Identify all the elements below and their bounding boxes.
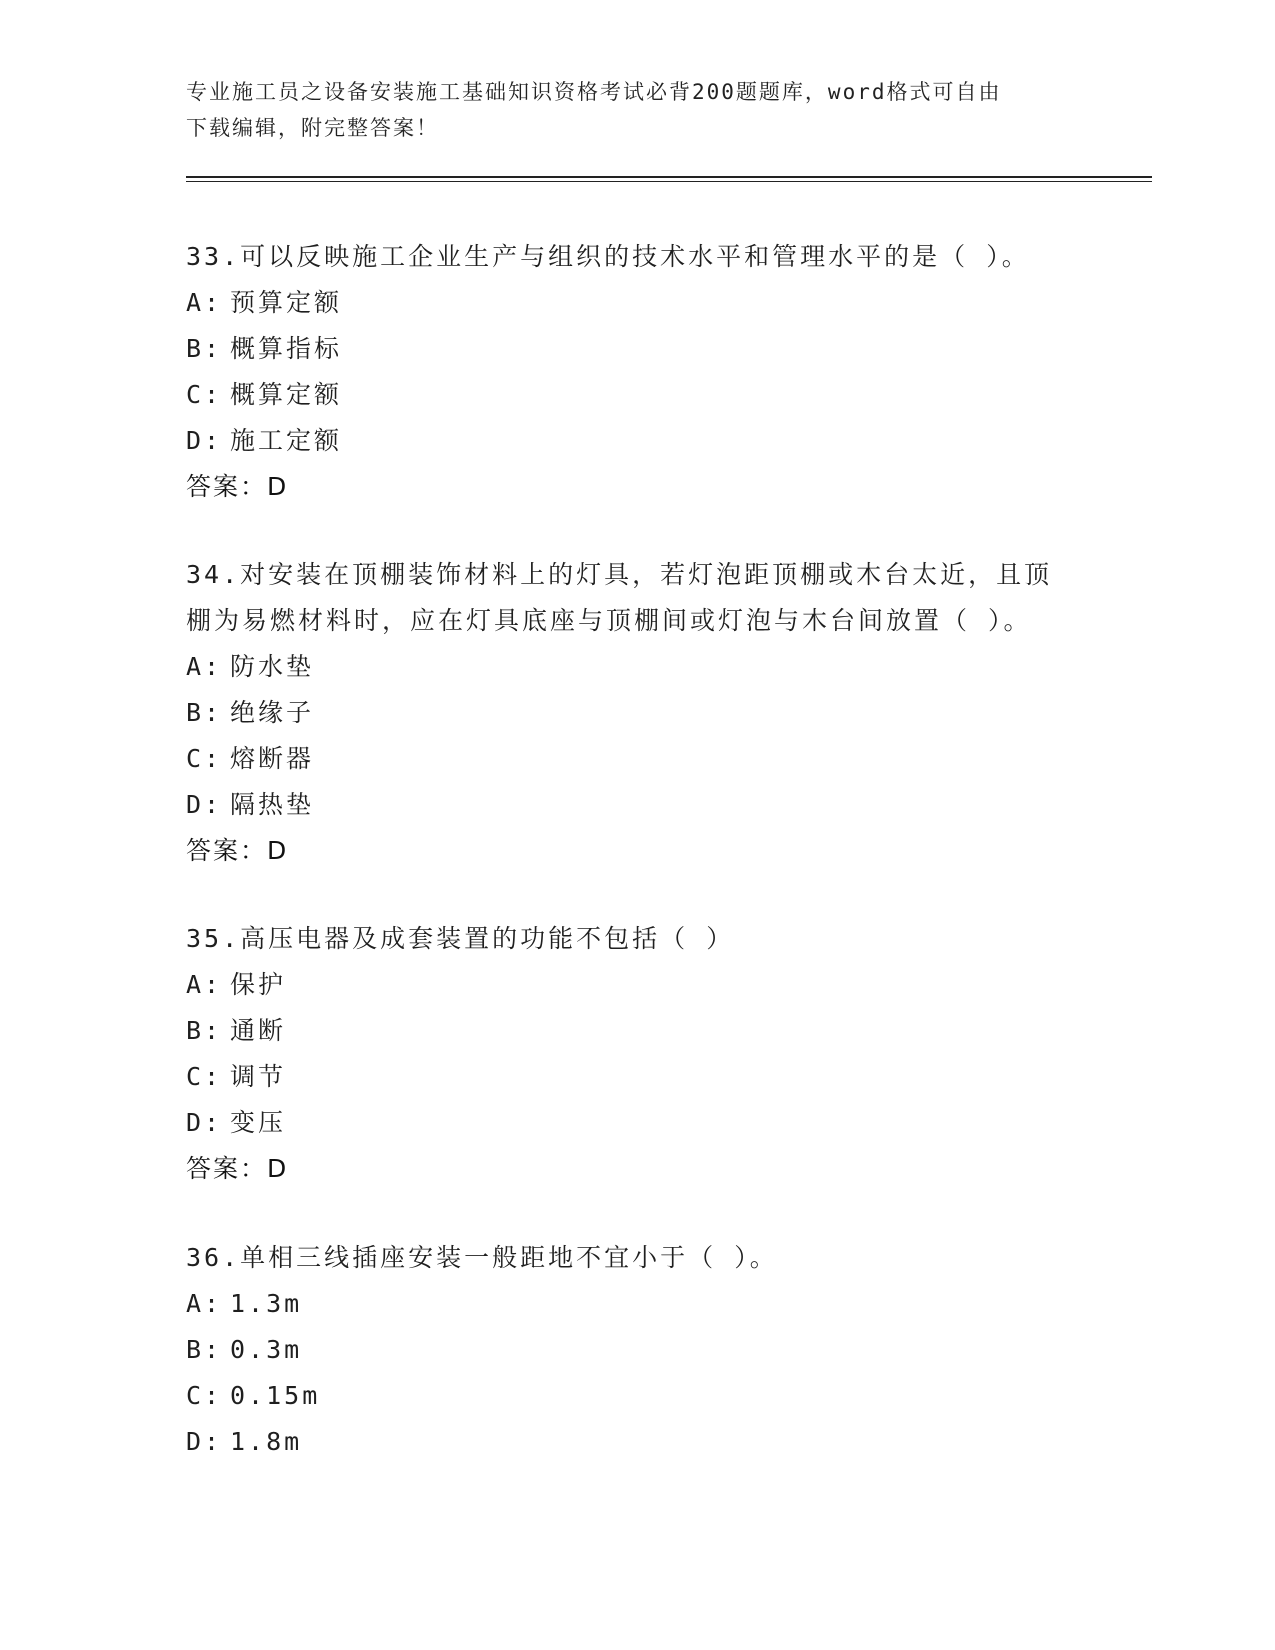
header-rule-thin (186, 181, 1152, 182)
option-text: 绝缘子 (230, 698, 315, 727)
option-key: D: (186, 426, 223, 455)
option-d (186, 418, 1086, 464)
question-34 (186, 552, 1086, 874)
option-text: 调节 (230, 1062, 287, 1091)
option-key: D: (186, 1108, 223, 1137)
header-line-1: 专业施工员之设备安装施工基础知识资格考试必背200题题库，word格式可自由 (186, 80, 1002, 104)
option-key: A: (186, 1289, 223, 1318)
option-text: 概算指标 (230, 334, 343, 363)
question-stem-line-2: 棚为易燃材料时，应在灯具底座与顶棚间或灯泡与木台间放置（ ）。 (186, 606, 1032, 635)
option-text: 通断 (230, 1016, 287, 1045)
option-key: A: (186, 970, 223, 999)
option-b (186, 1008, 1086, 1054)
option-c (186, 736, 1086, 782)
option-key: D: (186, 1427, 223, 1456)
option-text: 概算定额 (230, 380, 343, 409)
option-text: 施工定额 (230, 426, 343, 455)
option-key: C: (186, 1381, 223, 1410)
option-key: B: (186, 698, 223, 727)
option-text: 变压 (230, 1108, 287, 1137)
option-d (186, 1419, 1086, 1465)
option-a (186, 962, 1086, 1008)
option-a (186, 280, 1086, 326)
option-key: C: (186, 744, 223, 773)
question-36 (186, 1235, 1086, 1465)
option-key: B: (186, 334, 223, 363)
option-text: 防水垫 (230, 652, 315, 681)
option-key: C: (186, 380, 223, 409)
option-key: A: (186, 288, 223, 317)
option-text: 0.15m (230, 1381, 321, 1410)
question-33 (186, 234, 1086, 510)
option-key: A: (186, 652, 223, 681)
option-d (186, 782, 1086, 828)
option-text: 熔断器 (230, 744, 315, 773)
document-header (186, 74, 1066, 146)
option-a (186, 644, 1086, 690)
question-stem: 35.高压电器及成套装置的功能不包括（ ） (186, 924, 735, 953)
header-line-2: 下载编辑，附完整答案！ (186, 116, 439, 140)
option-c (186, 372, 1086, 418)
option-text: 0.3m (230, 1335, 303, 1364)
header-rule-thick (186, 176, 1152, 178)
option-text: 隔热垫 (230, 790, 315, 819)
option-key: C: (186, 1062, 223, 1091)
option-key: B: (186, 1335, 223, 1364)
question-35 (186, 916, 1086, 1192)
option-key: D: (186, 790, 223, 819)
question-stem-line-1: 34.对安装在顶棚装饰材料上的灯具，若灯泡距顶棚或木台太近，且顶 (186, 560, 1053, 589)
option-b (186, 326, 1086, 372)
option-c (186, 1373, 1086, 1419)
question-stem: 36.单相三线插座安装一般距地不宜小于（ ）。 (186, 1243, 778, 1272)
option-d (186, 1100, 1086, 1146)
option-text: 保护 (230, 970, 287, 999)
answer-line: 答案：D (186, 1154, 289, 1183)
option-text: 预算定额 (230, 288, 343, 317)
question-stem: 33.可以反映施工企业生产与组织的技术水平和管理水平的是（ ）。 (186, 242, 1030, 271)
answer-line: 答案：D (186, 836, 289, 865)
option-text: 1.3m (230, 1289, 303, 1318)
option-a (186, 1281, 1086, 1327)
option-b (186, 690, 1086, 736)
option-text: 1.8m (230, 1427, 303, 1456)
option-c (186, 1054, 1086, 1100)
answer-line: 答案：D (186, 472, 289, 501)
option-b (186, 1327, 1086, 1373)
option-key: B: (186, 1016, 223, 1045)
